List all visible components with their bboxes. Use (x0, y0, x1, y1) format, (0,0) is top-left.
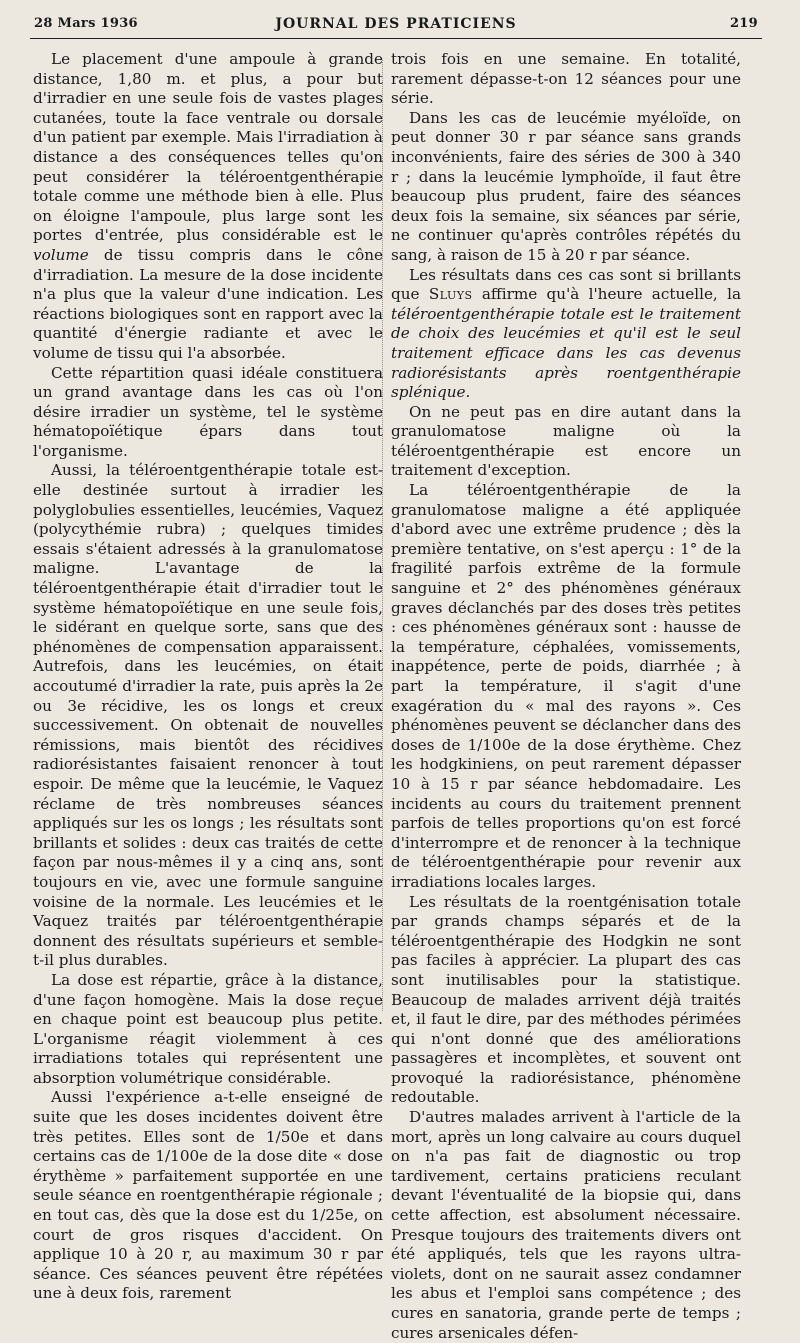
paragraph: D'autres malades arrivent à l'article de la mort, après un long calvaire au cours duquel on n'a pas fait de diagnostic ou trop tardivement, certains praticiens reculant devant l'éventualité de la biopsie qui, dans cette affection, est absolument nécessaire. Presque toujours des traitements divers ont été appliqués, tels que les rayons ultra-violets, dont on ne saurait assez condamner les abus et l'emploi sans compétence ; des cures en sanatoria, grande perte de temps ; cures arsenicales défen- (391, 1108, 741, 1342)
paragraph: Le placement d'une ampoule à grande distance, 1,80 m. et plus, a pour but d'irradier en une seule fois de vastes plages cutanées, toute la face ventrale ou dorsale d'un patient par exemple. Mais l'irradiation à distance a des conséquences telles qu'on peut considérer la téléroentgenthérapie totale comme une méthode bien à elle. Plus on éloigne l'ampoule, plus large sont les portes d'entrée, plus considérable est le volume de tissu compris dans le cône d'irradiation. La mesure de la dose incidente n'a plus que la valeur d'une indication. Les réactions biologiques sont en rapport avec la quantité d'énergie radiante et avec le volume de tissu qui l'a absorbée. (33, 50, 384, 362)
paragraph: Dans les cas de leucémie myéloïde, on peut donner 30 r par séance sans grands inconvénients, faire des séries de 300 à 340 r ; dans la leucémie lymphoïde, il faut être beaucoup plus prudent, faire des séances deux fois la semaine, six séances par série, ne continuer qu'après contrôles répétés du sang, à raison de 15 à 20 r par séance. (391, 108, 741, 264)
header-rule (30, 38, 762, 39)
right-column (391, 50, 741, 1343)
running-header (34, 16, 758, 38)
column-divider (382, 60, 383, 1011)
issue-date: 28 Mars 1936 (34, 16, 138, 31)
left-column (33, 50, 383, 1304)
paragraph: Cette répartition quasi idéale constituera un grand avantage dans les cas où l'on désire irradier un système, tel le système hématopoïétique épars dans tout l'organisme. (33, 363, 383, 460)
paragraph: La dose est répartie, grâce à la distance, d'une façon homogène. Mais la dose reçue en chaque point est beaucoup plus petite. L'organisme réagit violemment à ces irradiations totales qui représentent une absorption volumétrique considérable. (33, 970, 383, 1087)
paragraph: Aussi l'expérience a-t-elle enseigné de suite que les doses incidentes doivent être très petites. Elles sont de 1/50e et dans certains cas de 1/100e de la dose dite « dose érythème » parfaitement supportée en une seule séance en roentgenthérapie régionale ; en tout cas, dès que la dose est du 1/25e, on court de gros risques d'accident. On applique 10 à 20 r, au maximum 30 r par séance. Ces séances peuvent être répétées une à deux fois, rarement (33, 1088, 383, 1303)
page-number: 219 (729, 16, 758, 31)
paragraph: Les résultats de la roentgénisation totale par grands champs séparés et de la téléroentgenthérapie des Hodgkin ne sont pas faciles à apprécier. La plupart des cas sont inutilisables pour la statistique. Beaucoup de malades arrivent déjà traités et, il faut le dire, par des méthodes périmées qui n'ont donné que des améliorations passagères et incomplètes, et souvent ont provoqué la radiorésistance, phénomène redoutable. (391, 892, 741, 1107)
paragraph: La téléroentgenthérapie de la granulomatose maligne a été appliquée d'abord avec une extrême prudence ; dès la première tentative, on s'est aperçu : 1° de la fragilité parfois extrême de la formule sanguine et 2° des phénomènes généraux graves déclanchés par des doses très petites : ces phénomènes généraux sont : hausse de la température, céphalées, vomissements, inappétence, perte de poids, diarrhée ; à part la température, il s'agit d'une exagération du « mal des rayons ». Ces phénomènes peuvent se déclancher dans des doses de 1/100e de la dose érythème. Chez les hodgkiniens, on peut rarement dépasser 10 à 15 r par séance hebdomadaire. Les incidents au cours du traitement prennent parfois de telles proportions qu'on est forcé d'interrompre et de renoncer à la technique de téléroentgenthérapie pour revenir aux irradiations locales larges. (391, 481, 741, 891)
journal-title: JOURNAL DES PRATICIENS (275, 16, 517, 32)
paragraph: Aussi, la téléroentgenthérapie totale est-elle destinée surtout à irradier les polyglobulies essentielles, leucémies, Vaquez (polycythémie rubra) ; quelques timides essais s'étaient adressés à la granulomatose maligne. L'avantage de la téléroentgenthérapie était d'irradier tout le système hématopoïétique en une seule fois, le sidérant en quelque sorte, sans que des phénomènes de compensation apparaissent. Autrefois, dans les leucémies, on était accoutumé d'irradier la rate, puis après la 2e ou 3e récidive, les os longs et creux successivement. On obtenait de nouvelles rémissions, mais bientôt des récidives radiorésistantes faisaient renoncer à tout espoir. De même que la leucémie, le Vaquez réclame de très nombreuses séances appliqués sur les os longs ; les résultats sont brillants et solides : deux cas traités de cette façon par nous-mêmes il y a cinq ans, sont toujours en vie, avec une formule sanguine voisine de la normale. Les leucémies et le Vaquez traités par téléroentgenthérapie donnent des résultats supérieurs et semble-t-il plus durables. (33, 461, 383, 970)
paragraph: Les résultats dans ces cas sont si brillants que Sluys affirme qu'à l'heure actuelle, la téléroentgenthérapie totale est le traitement de choix des leucémies et qu'il est le seul traitement efficace dans les cas devenus radiorésistants après roentgenthérapie splénique. (391, 265, 742, 402)
paragraph: trois fois en une semaine. En totalité, rarement dépasse-t-on 12 séances pour une série. (391, 50, 741, 108)
paragraph: On ne peut pas en dire autant dans la granulomatose maligne où la téléroentgenthérapie est encore un traitement d'exception. (391, 402, 741, 480)
